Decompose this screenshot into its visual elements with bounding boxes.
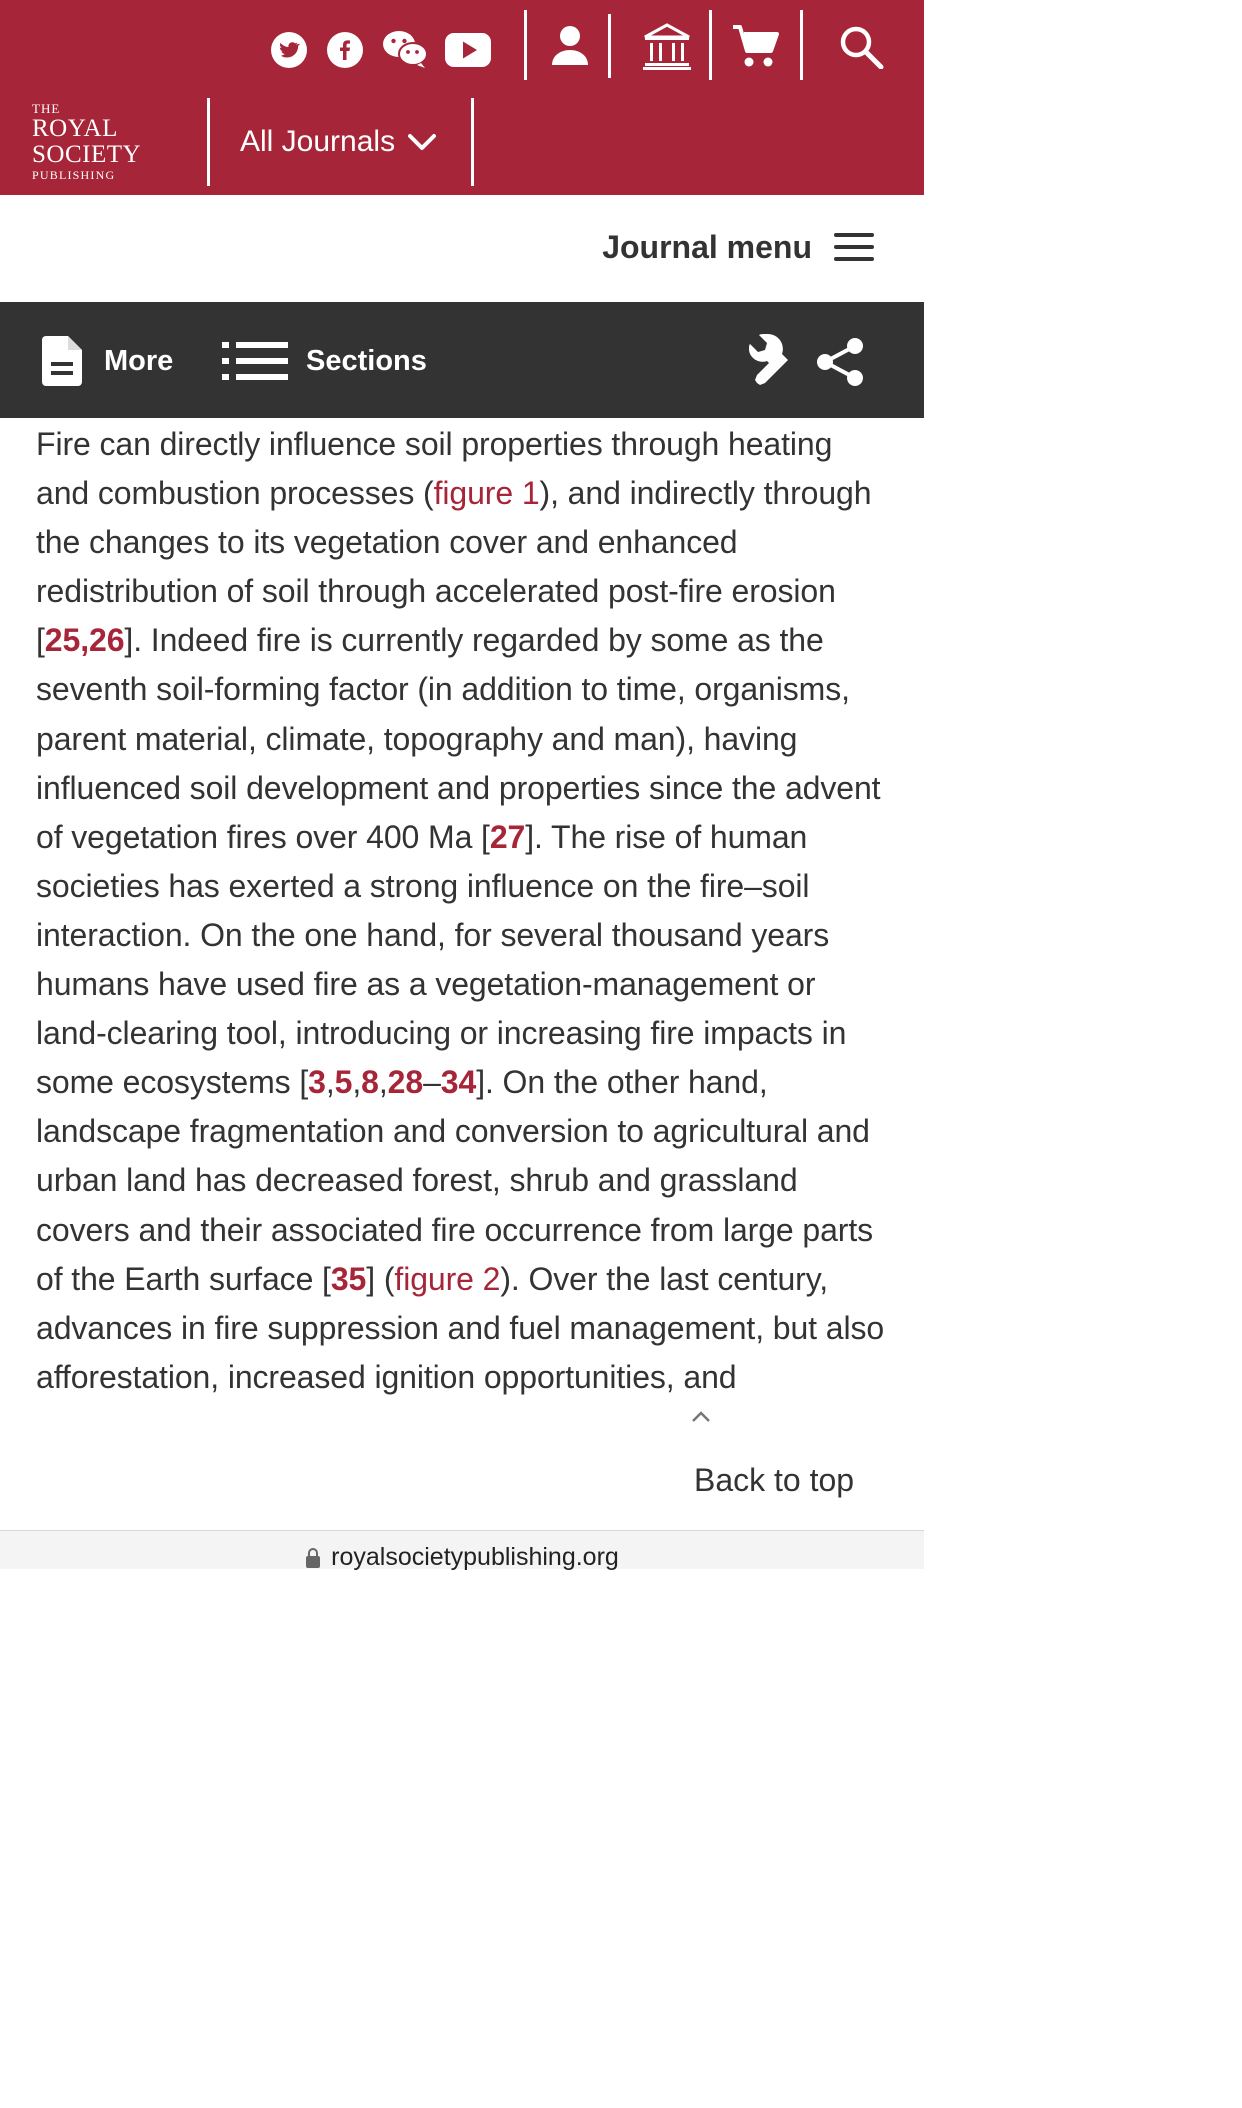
sections-label: Sections [306, 344, 427, 377]
hamburger-icon [834, 232, 874, 262]
site-header [0, 0, 924, 195]
reference-link[interactable]: 34 [440, 1064, 477, 1101]
wechat-icon[interactable] [382, 28, 428, 70]
reference-link[interactable]: 3 [308, 1064, 326, 1101]
reference-separator: – [423, 1064, 441, 1101]
sections-button[interactable] [222, 334, 427, 388]
more-button[interactable] [42, 334, 173, 388]
royal-society-logo[interactable] [32, 102, 162, 182]
share-icon [816, 337, 864, 387]
reference-separator: , [80, 622, 89, 659]
divider [471, 98, 474, 186]
back-to-top-label: Back to top [694, 1462, 855, 1498]
reference-separator: , [325, 1064, 335, 1101]
logo-text: PUBLISHING [32, 168, 116, 182]
divider [524, 10, 527, 80]
chevron-down-icon [407, 132, 437, 152]
article-text: ), and indirectly through the changes to its vegetation cover and enhanced redistribution of soil through accelerated post-fire erosion [ [36, 475, 872, 659]
user-icon[interactable] [548, 24, 592, 68]
reference-link[interactable]: 27 [489, 818, 526, 855]
reference-link[interactable]: 26 [89, 622, 125, 659]
divider [709, 10, 712, 80]
article-text: ). Over the last century, advances in fire suppression and fuel management, but also afforestation, increased ignition opportunities, and [36, 1260, 885, 1395]
wrench-icon [734, 331, 790, 387]
article-body-paragraph [36, 420, 886, 1402]
reference-link[interactable]: 35 [330, 1260, 367, 1297]
article-text: ] ( [366, 1260, 395, 1297]
share-button[interactable] [816, 335, 864, 389]
journal-menu-bar [0, 195, 924, 301]
reference-separator: , [352, 1064, 362, 1101]
institution-icon[interactable] [640, 22, 694, 72]
reference-link[interactable]: 25 [44, 622, 81, 659]
reference-link[interactable]: 5 [334, 1064, 353, 1101]
more-label: More [104, 344, 174, 377]
youtube-icon[interactable] [444, 32, 492, 68]
tools-button[interactable] [734, 332, 790, 386]
figure-link[interactable]: figure 2 [394, 1260, 501, 1297]
document-icon [42, 336, 82, 386]
facebook-icon[interactable] [326, 31, 364, 69]
divider [207, 98, 210, 186]
list-icon [222, 341, 288, 381]
logo-text: SOCIETY [32, 141, 142, 168]
url-text: royalsocietypublishing.org [331, 1543, 619, 1571]
all-journals-label: All Journals [240, 125, 396, 158]
cart-icon[interactable] [730, 22, 780, 70]
journal-menu-button[interactable] [602, 225, 874, 269]
article-text: ]. On the other hand, landscape fragmentation and conversion to agricultural and urban land has decreased forest, shrub and grassland covers and their associated fire occurrence from large parts of the Earth surface [ [36, 1064, 874, 1297]
search-icon[interactable] [838, 24, 886, 70]
chevron-up-icon [690, 1410, 712, 1424]
article-text: ]. The rise of human societies has exerted a strong influence on the fire–soil interaction. On the one hand, for several thousand years humans have used fire as a vegetation-management or land-clearing tool, introducing or increasing fire impacts in some ecosystems [ [36, 818, 847, 1101]
reference-separator: , [378, 1064, 388, 1101]
article-toolbar [0, 302, 924, 418]
logo-text: THE [32, 101, 61, 116]
article-text: Fire can directly influence soil properties through heating and combustion processes ( [36, 426, 833, 512]
twitter-icon[interactable] [270, 31, 308, 69]
divider [608, 14, 611, 78]
browser-url-bar[interactable] [0, 1530, 924, 1569]
reference-link[interactable]: 28 [387, 1064, 424, 1101]
journal-menu-label: Journal menu [602, 228, 812, 265]
lock-icon [305, 1548, 321, 1568]
divider [800, 10, 803, 80]
back-to-top-button[interactable] [690, 1410, 890, 1500]
figure-link[interactable]: figure 1 [433, 475, 540, 512]
all-journals-dropdown[interactable] [240, 120, 437, 164]
reference-link[interactable]: 8 [361, 1064, 379, 1101]
article-text: ]. Indeed fire is currently regarded by some as the seventh soil-forming factor (in addition to time, organisms, parent material, climate, topography and man), having influenced soil development and properties since the advent of vegetation fires over 400 Ma [ [36, 622, 881, 855]
logo-text: ROYAL [32, 115, 118, 142]
